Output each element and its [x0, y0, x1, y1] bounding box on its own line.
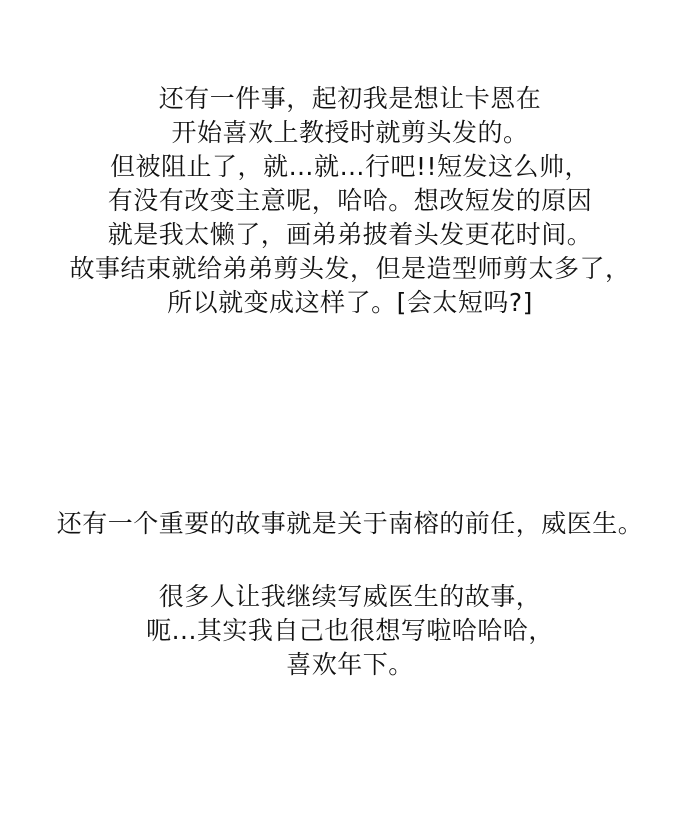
text-line: 但被阻止了，就…就…行吧!!短发这么帅，: [109, 152, 591, 181]
note-paragraph-1: [0, 82, 700, 320]
text-line: 有没有改变主意呢，哈哈。想改短发的原因: [107, 186, 593, 215]
text-line: 所以就变成这样了。[会太短吗?]: [167, 288, 533, 317]
text-line: 很多人让我继续写威医生的故事，: [158, 582, 542, 611]
text-line: 呃...其实我自己也很想写啦哈哈哈，: [146, 616, 554, 645]
text-line: 开始喜欢上教授时就剪头发的。: [171, 118, 529, 147]
text-line: 就是我太懒了，画弟弟披着头发更花时间。: [107, 220, 593, 249]
note-paragraph-2: [0, 507, 700, 541]
text-line: 还有一个重要的故事就是关于南榕的前任，威医生。: [56, 509, 644, 538]
text-line: 故事结束就给弟弟剪头发，但是造型师剪太多了，: [69, 254, 631, 283]
text-line: 还有一件事，起初我是想让卡恩在: [158, 84, 542, 113]
note-paragraph-3: [0, 580, 700, 682]
text-line: 喜欢年下。: [286, 650, 414, 679]
